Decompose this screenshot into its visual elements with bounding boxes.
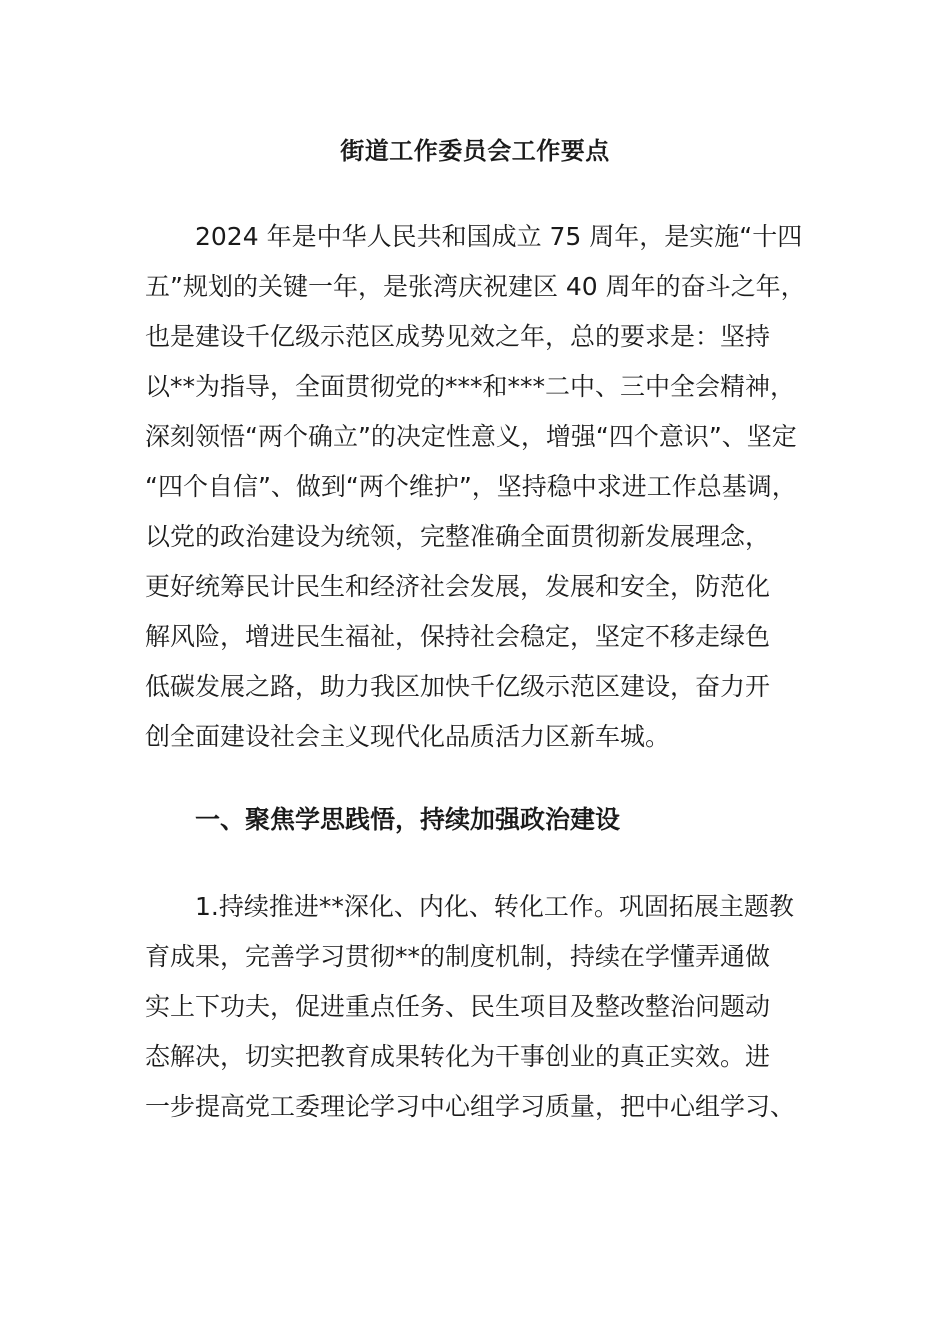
item-paragraph: [145, 882, 815, 1132]
paragraph-line: 以**为指导，全面贯彻党的***和***二中、三中全会精神，: [145, 372, 796, 401]
paragraph-line: 更好统筹民计民生和经济社会发展，发展和安全，防范化: [145, 572, 771, 601]
paragraph-line: 1.持续推进**深化、内化、转化工作。巩固拓展主题教: [195, 892, 794, 921]
section-heading: 一、聚焦学思践悟，持续加强政治建设: [195, 805, 621, 834]
paragraph-line: 创全面建设社会主义现代化品质活力区新车城。: [145, 722, 671, 751]
paragraph-line: 实上下功夫，促进重点任务、民生项目及整改整治问题动: [145, 992, 771, 1021]
paragraph-line: 解风险，增进民生福祉，保持社会稳定，坚定不移走绿色: [145, 622, 771, 651]
paragraph-line: 低碳发展之路，助力我区加快千亿级示范区建设，奋力开: [145, 672, 771, 701]
paragraph-line: 一步提高党工委理论学习中心组学习质量，把中心组学习、: [145, 1092, 796, 1121]
paragraph-line: 五”规划的关键一年，是张湾庆祝建区 40 周年的奋斗之年，: [145, 272, 806, 301]
paragraph-line: 2024 年是中华人民共和国成立 75 周年，是实施“十四: [195, 222, 803, 251]
paragraph-line: “四个自信”、做到“两个维护”，坚持稳中求进工作总基调，: [145, 472, 797, 501]
paragraph-line: 也是建设千亿级示范区成势见效之年，总的要求是：坚持: [145, 322, 771, 351]
paragraph-line: 深刻领悟“两个确立”的决定性意义，增强“四个意识”、坚定: [145, 422, 797, 451]
paragraph-line: 态解决，切实把教育成果转化为干事创业的真正实效。进: [145, 1042, 771, 1071]
document-title: 街道工作委员会工作要点: [340, 137, 610, 165]
paragraph-line: 以党的政治建设为统领，完整准确全面贯彻新发展理念，: [145, 522, 771, 551]
paragraph-line: 育成果，完善学习贯彻**的制度机制，持续在学懂弄通做: [145, 942, 771, 971]
intro-paragraph: [145, 212, 815, 762]
